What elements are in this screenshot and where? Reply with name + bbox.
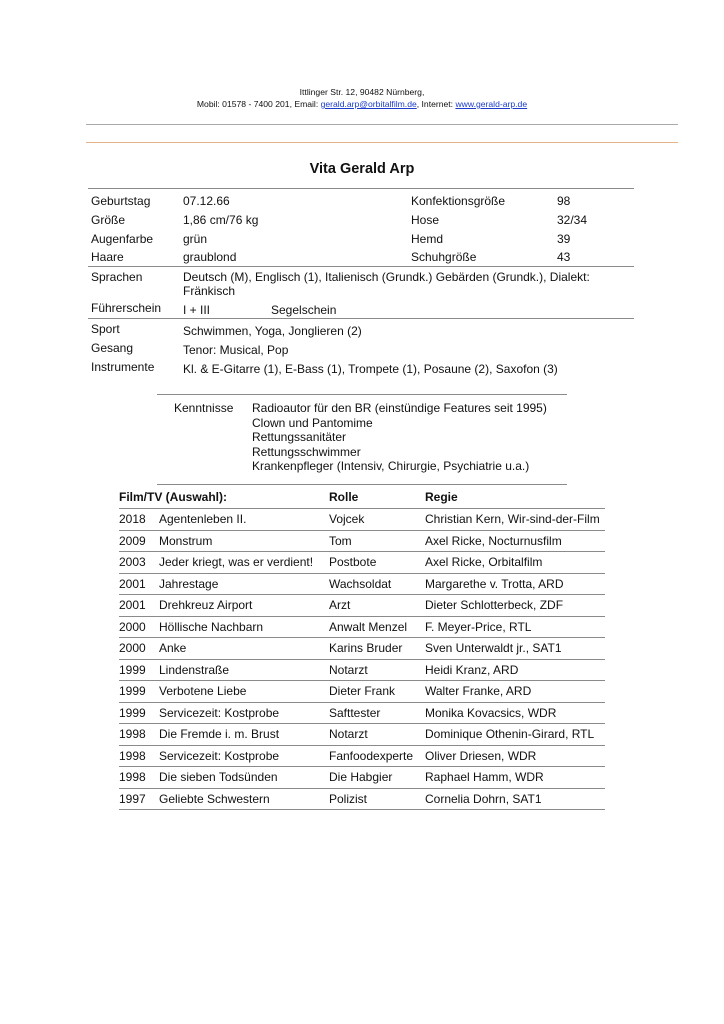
film-role: Tom	[329, 530, 425, 552]
personal-label: Geburtstag	[91, 194, 151, 208]
table-row	[119, 552, 605, 574]
table-row	[119, 659, 605, 681]
film-title: Anke	[159, 638, 329, 660]
header-divider-accent	[86, 142, 678, 143]
film-year: 2001	[119, 595, 159, 617]
skills-value: Schwimmen, Yoga, Jonglieren (2)	[183, 324, 362, 338]
knowledge-item: Krankenpfleger (Intensiv, Chirurgie, Psychiatrie u.a.)	[252, 459, 530, 473]
personal-value: 1,86 cm/76 kg	[183, 213, 259, 227]
personal-value-2: 98	[557, 194, 571, 208]
film-year: 2009	[119, 530, 159, 552]
knowledge-item: Radioautor für den BR (einstündige Features seit 1995)	[252, 401, 547, 415]
table-row	[119, 745, 605, 767]
knowledge-list	[252, 401, 547, 474]
film-title: Jahrestage	[159, 573, 329, 595]
film-title: Lindenstraße	[159, 659, 329, 681]
skills-label: Gesang	[91, 341, 134, 355]
table-row	[119, 681, 605, 703]
table-row	[119, 616, 605, 638]
films-header-director: Regie	[425, 486, 605, 509]
film-role: Polizist	[329, 788, 425, 810]
film-title: Drehkreuz Airport	[159, 595, 329, 617]
table-row	[119, 530, 605, 552]
website-link[interactable]: www.gerald-arp.de	[455, 99, 528, 109]
film-director: Dieter Schlotterbeck, ZDF	[425, 595, 605, 617]
license-label: Führerschein	[91, 301, 162, 315]
contact-internet-label: , Internet:	[416, 99, 456, 109]
film-role: Vojcek	[329, 509, 425, 531]
knowledge-divider-bottom	[157, 484, 567, 485]
film-director: Walter Franke, ARD	[425, 681, 605, 703]
film-year: 1999	[119, 681, 159, 703]
film-title: Servicezeit: Kostprobe	[159, 745, 329, 767]
page-title: Vita Gerald Arp	[309, 161, 415, 177]
film-year: 2003	[119, 552, 159, 574]
personal-label-2: Hemd	[411, 232, 444, 246]
film-year: 1998	[119, 767, 159, 789]
film-year: 2000	[119, 638, 159, 660]
knowledge-label: Kenntnisse	[174, 401, 234, 415]
knowledge-divider-top	[157, 394, 567, 395]
film-title: Die sieben Todsünden	[159, 767, 329, 789]
section-divider	[88, 266, 634, 267]
film-year: 1997	[119, 788, 159, 810]
film-role: Dieter Frank	[329, 681, 425, 703]
film-year: 2018	[119, 509, 159, 531]
film-title: Monstrum	[159, 530, 329, 552]
film-director: Heidi Kranz, ARD	[425, 659, 605, 681]
skills-value: Kl. & E-Gitarre (1), E-Bass (1), Trompete (1), Posaune (2), Saxofon (3)	[183, 362, 558, 376]
license-extra: Segelschein	[271, 303, 337, 317]
film-title: Höllische Nachbarn	[159, 616, 329, 638]
film-director: Axel Ricke, Nocturnusfilm	[425, 530, 605, 552]
film-year: 1999	[119, 659, 159, 681]
contact-line	[0, 98, 724, 110]
film-director: Oliver Driesen, WDR	[425, 745, 605, 767]
email-link[interactable]: gerald.arp@orbitalfilm.de	[320, 99, 417, 109]
film-director: Margarethe v. Trotta, ARD	[425, 573, 605, 595]
personal-label: Größe	[91, 213, 126, 227]
knowledge-item: Clown und Pantomime	[252, 415, 373, 430]
languages-label: Sprachen	[91, 270, 143, 284]
section-divider	[88, 188, 634, 189]
contact-address: Ittlinger Str. 12, 90482 Nürnberg,	[299, 87, 425, 97]
personal-label-2: Konfektionsgröße	[411, 194, 506, 208]
personal-label-2: Schuhgröße	[411, 250, 477, 264]
film-title: Agentenleben II.	[159, 509, 329, 531]
films-header-row	[119, 486, 605, 509]
film-role: Fanfoodexperte	[329, 745, 425, 767]
personal-value: graublond	[183, 250, 237, 264]
film-year: 1998	[119, 724, 159, 746]
film-role: Notarzt	[329, 659, 425, 681]
film-year: 2001	[119, 573, 159, 595]
section-divider	[88, 318, 634, 319]
film-year: 1998	[119, 745, 159, 767]
license-value: I + III	[183, 303, 211, 317]
film-year: 1999	[119, 702, 159, 724]
film-director: F. Meyer-Price, RTL	[425, 616, 605, 638]
film-title: Verbotene Liebe	[159, 681, 329, 703]
film-title: Die Fremde i. m. Brust	[159, 724, 329, 746]
knowledge-item: Rettungssanitäter	[252, 430, 347, 444]
film-director: Cornelia Dohrn, SAT1	[425, 788, 605, 810]
table-row	[119, 638, 605, 660]
personal-value-2: 32/34	[557, 213, 588, 227]
film-role: Die Habgier	[329, 767, 425, 789]
table-row	[119, 724, 605, 746]
skills-label: Instrumente	[91, 360, 155, 374]
film-role: Postbote	[329, 552, 425, 574]
personal-value: grün	[183, 232, 208, 246]
films-header-role: Rolle	[329, 486, 425, 509]
film-director: Raphael Hamm, WDR	[425, 767, 605, 789]
film-role: Anwalt Menzel	[329, 616, 425, 638]
film-title: Jeder kriegt, was er verdient!	[159, 552, 329, 574]
contact-mobile: Mobil: 01578 - 7400 201, Email:	[196, 99, 321, 109]
personal-value: 07.12.66	[183, 194, 230, 208]
skills-value: Tenor: Musical, Pop	[183, 343, 289, 357]
knowledge-item: Rettungsschwimmer	[252, 444, 361, 459]
film-director: Christian Kern, Wir-sind-der-Film	[425, 509, 605, 531]
film-year: 2000	[119, 616, 159, 638]
films-table	[119, 486, 605, 810]
header-divider	[86, 124, 678, 125]
table-row	[119, 509, 605, 531]
personal-label-2: Hose	[411, 213, 440, 227]
table-row	[119, 573, 605, 595]
film-title: Geliebte Schwestern	[159, 788, 329, 810]
film-role: Notarzt	[329, 724, 425, 746]
table-row	[119, 788, 605, 810]
film-role: Karins Bruder	[329, 638, 425, 660]
film-title: Servicezeit: Kostprobe	[159, 702, 329, 724]
skills-label: Sport	[91, 322, 120, 336]
personal-value-2: 43	[557, 250, 571, 264]
film-role: Arzt	[329, 595, 425, 617]
languages-row	[91, 270, 634, 300]
film-director: Monika Kovacsics, WDR	[425, 702, 605, 724]
personal-label: Haare	[91, 250, 124, 264]
film-director: Dominique Othenin-Girard, RTL	[425, 724, 605, 746]
table-row	[119, 767, 605, 789]
table-row	[119, 595, 605, 617]
languages-value: Deutsch (M), Englisch (1), Italienisch (Grundk.) Gebärden (Grundk.), Dialekt: Fränkisch	[183, 270, 590, 298]
personal-label: Augenfarbe	[91, 232, 154, 246]
film-role: Wachsoldat	[329, 573, 425, 595]
film-director: Axel Ricke, Orbitalfilm	[425, 552, 605, 574]
film-role: Safttester	[329, 702, 425, 724]
personal-value-2: 39	[557, 232, 571, 246]
films-header-title: Film/TV (Auswahl):	[119, 486, 329, 509]
table-row	[119, 702, 605, 724]
film-director: Sven Unterwaldt jr., SAT1	[425, 638, 605, 660]
